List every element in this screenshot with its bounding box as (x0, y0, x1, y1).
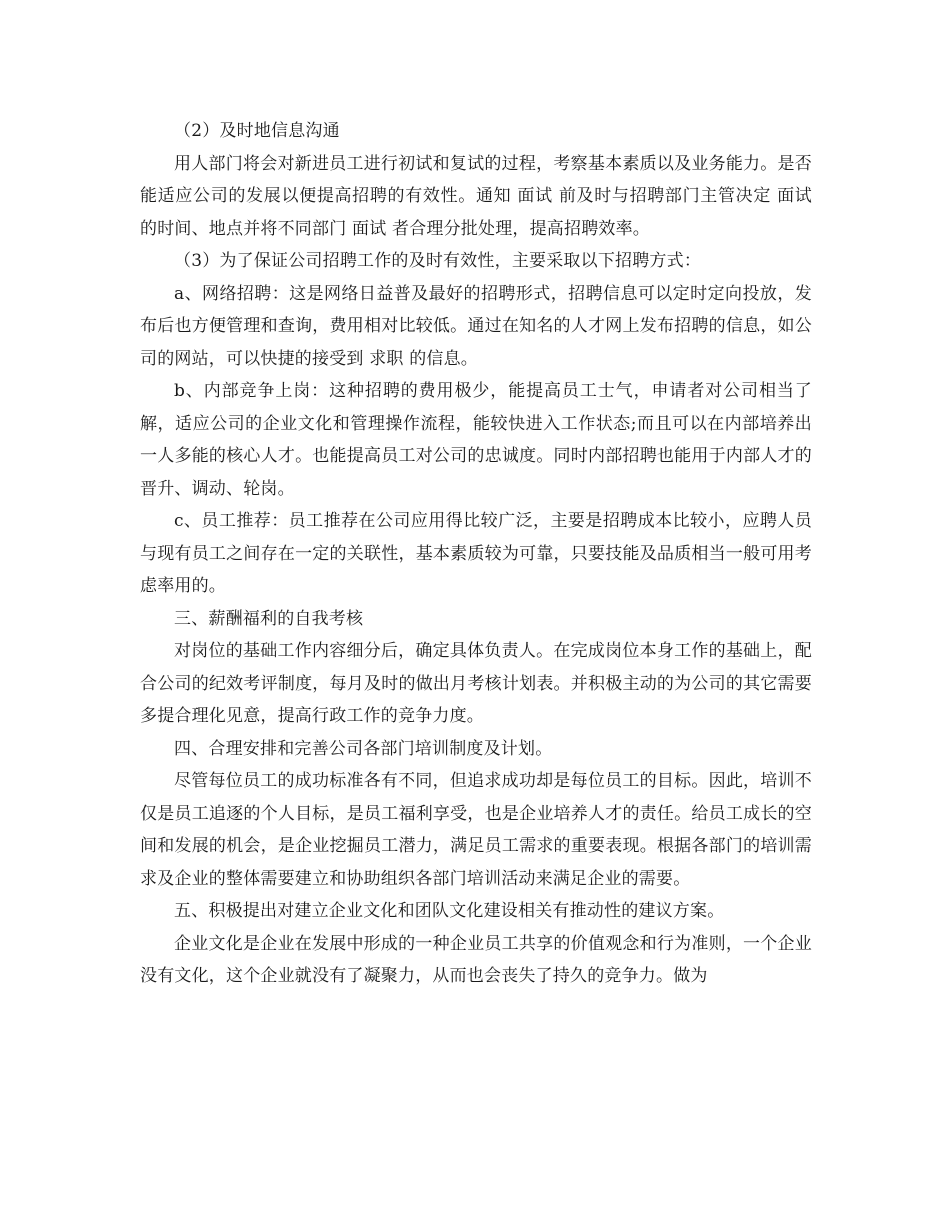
paragraph-compensation-detail: 对岗位的基础工作内容细分后，确定具体负责人。在完成岗位本身工作的基础上，配合公司的纪效考评制度，每月及时的做出月考核计划表。并积极主动的为公司的其它需要多提合理化见意，提高行政工作的竞争力度。 (140, 641, 812, 726)
paragraph-heading-recruitment-methods: （3）为了保证公司招聘工作的及时有效性，主要采取以下招聘方式： (174, 251, 702, 271)
paragraph-heading-timely-communication: （2）及时地信息沟通 (174, 121, 340, 141)
paragraph-employee-referral: c、员工推荐：员工推荐在公司应用得比较广泛，主要是招聘成本比较小，应聘人员与现有员工之间存在一定的关联性，基本素质较为可靠，只要技能及品质相当一般可用考虑率用的。 (140, 511, 812, 596)
paragraph-heading-culture: 五、积极提出对建立企业文化和团队文化建设相关有推动性的建议方案。 (174, 901, 725, 921)
paragraph-culture-detail: 企业文化是企业在发展中形成的一种企业员工共享的价值观念和行为准则，一个企业没有文化，这个企业就没有了凝聚力，从而也会丧失了持久的竞争力。做为 (140, 933, 812, 986)
paragraph-interview-process: 用人部门将会对新进员工进行初试和复试的过程，考察基本素质以及业务能力。是否能适应公司的发展以便提高招聘的有效性。通知 面试 前及时与招聘部门主管决定 面试 的时间、地点并将不同部门 面试 者合理分批处理，提高招聘效率。 (140, 153, 812, 239)
document-body (140, 115, 812, 993)
paragraph-training-detail: 尽管每位员工的成功标准各有不同，但追求成功却是每位员工的目标。因此，培训不仅是员工追逐的个人目标，是员工福利享受，也是企业培养人才的责任。给员工成长的空间和发展的机会，是企业挖掘员工潜力，满足员工需求的重要表现。根据各部门的培训需求及企业的整体需要建立和协助组织各部门培训活动来满足企业的需要。 (140, 771, 812, 889)
paragraph-heading-compensation: 三、薪酬福利的自我考核 (174, 608, 364, 629)
paragraph-heading-training: 四、合理安排和完善公司各部门培训制度及计划。 (174, 738, 553, 759)
paragraph-internal-competition: b、内部竞争上岗：这种招聘的费用极少，能提高员工士气，申请者对公司相当了解，适应公司的企业文化和管理操作流程，能较快进入工作状态;而且可以在内部培养出一人多能的核心人才。也能提高员工对公司的忠诚度。同时内部招聘也能用于内部人才的晋升、调动、轮岗。 (140, 381, 812, 499)
paragraph-online-recruitment: a、网络招聘：这是网络日益普及最好的招聘形式，招聘信息可以定时定向投放，发布后也方便管理和查询，费用相对比较低。通过在知名的人才网上发布招聘的信息，如公司的网站，可以快捷的接受到 求职 的信息。 (140, 283, 812, 369)
